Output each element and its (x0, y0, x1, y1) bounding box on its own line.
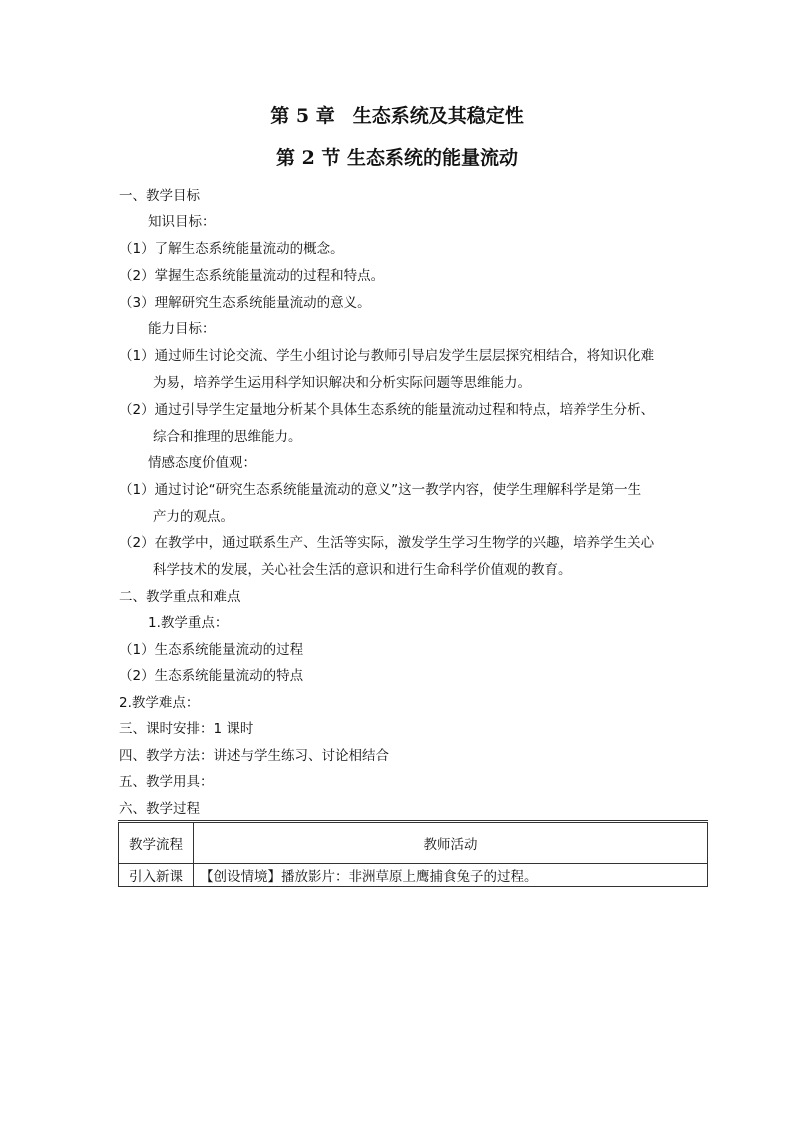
table-cell: 引入新课 (119, 864, 194, 887)
table-row (119, 864, 708, 887)
ability-goal-item-continued: 综合和推理的思维能力。 (153, 429, 302, 445)
key-point-item: （1）生态系统能量流动的过程 (119, 642, 304, 658)
key-point-item: （2）生态系统能量流动的特点 (119, 668, 304, 684)
ability-goals-label: 能力目标： (148, 321, 216, 337)
ability-goal-item: （1）通过师生讨论交流、学生小组讨论与教师引导启发学生层层探究相结合，将知识化难 (119, 348, 655, 364)
knowledge-goal-item: （3）理解研究生态系统能量流动的意义。 (119, 295, 371, 311)
attitude-goal-item: （1）通过讨论“研究生态系统能量流动的意义”这一教学内容，使学生理解科学是第一生 (119, 482, 642, 498)
heading-tools: 五、教学用具： (119, 774, 214, 790)
knowledge-goal-item: （1）了解生态系统能量流动的概念。 (119, 241, 344, 257)
table-header-cell: 教师活动 (194, 822, 708, 864)
table-cell: 【创设情境】播放影片：非洲草原上鹰捕食兔子的过程。 (194, 864, 708, 887)
heading-process: 六、教学过程 (119, 801, 200, 817)
table-header-cell: 教学流程 (119, 822, 194, 864)
ability-goal-item-continued: 为易，培养学生运用科学知识解决和分析实际问题等思维能力。 (153, 375, 531, 391)
knowledge-goals-label: 知识目标： (148, 214, 216, 230)
difficult-points-label: 2.教学难点： (119, 695, 200, 711)
chapter-label: 第 5 章 (270, 105, 335, 127)
heading-objectives: 一、教学目标 (119, 188, 200, 204)
ability-goal-item: （2）通过引导学生定量地分析某个具体生态系统的能量流动过程和特点，培养学生分析、 (119, 402, 655, 418)
heading-schedule: 三、课时安排：1 课时 (119, 721, 254, 737)
section-name: 生态系统的能量流动 (347, 147, 519, 169)
chapter-name: 生态系统及其稳定性 (352, 105, 524, 127)
attitude-goal-item-continued: 产力的观点。 (153, 509, 234, 525)
heading-key-points: 二、教学重点和难点 (119, 589, 241, 605)
section-label: 第 2 节 (275, 147, 341, 169)
section-title (0, 146, 794, 170)
key-points-label: 1.教学重点： (148, 615, 229, 631)
knowledge-goal-item: （2）掌握生态系统能量流动的过程和特点。 (119, 268, 385, 284)
table-header-row (119, 822, 708, 864)
attitude-goal-item: （2）在教学中，通过联系生产、生活等实际，激发学生学习生物学的兴趣，培养学生关心 (119, 535, 655, 551)
heading-methods: 四、教学方法：讲述与学生练习、讨论相结合 (119, 748, 389, 764)
chapter-title (0, 104, 794, 128)
attitude-goal-item-continued: 科学技术的发展，关心社会生活的意识和进行生命科学价值观的教育。 (153, 562, 572, 578)
teaching-process-table (118, 820, 708, 887)
attitude-goals-label: 情感态度价值观： (148, 455, 256, 471)
